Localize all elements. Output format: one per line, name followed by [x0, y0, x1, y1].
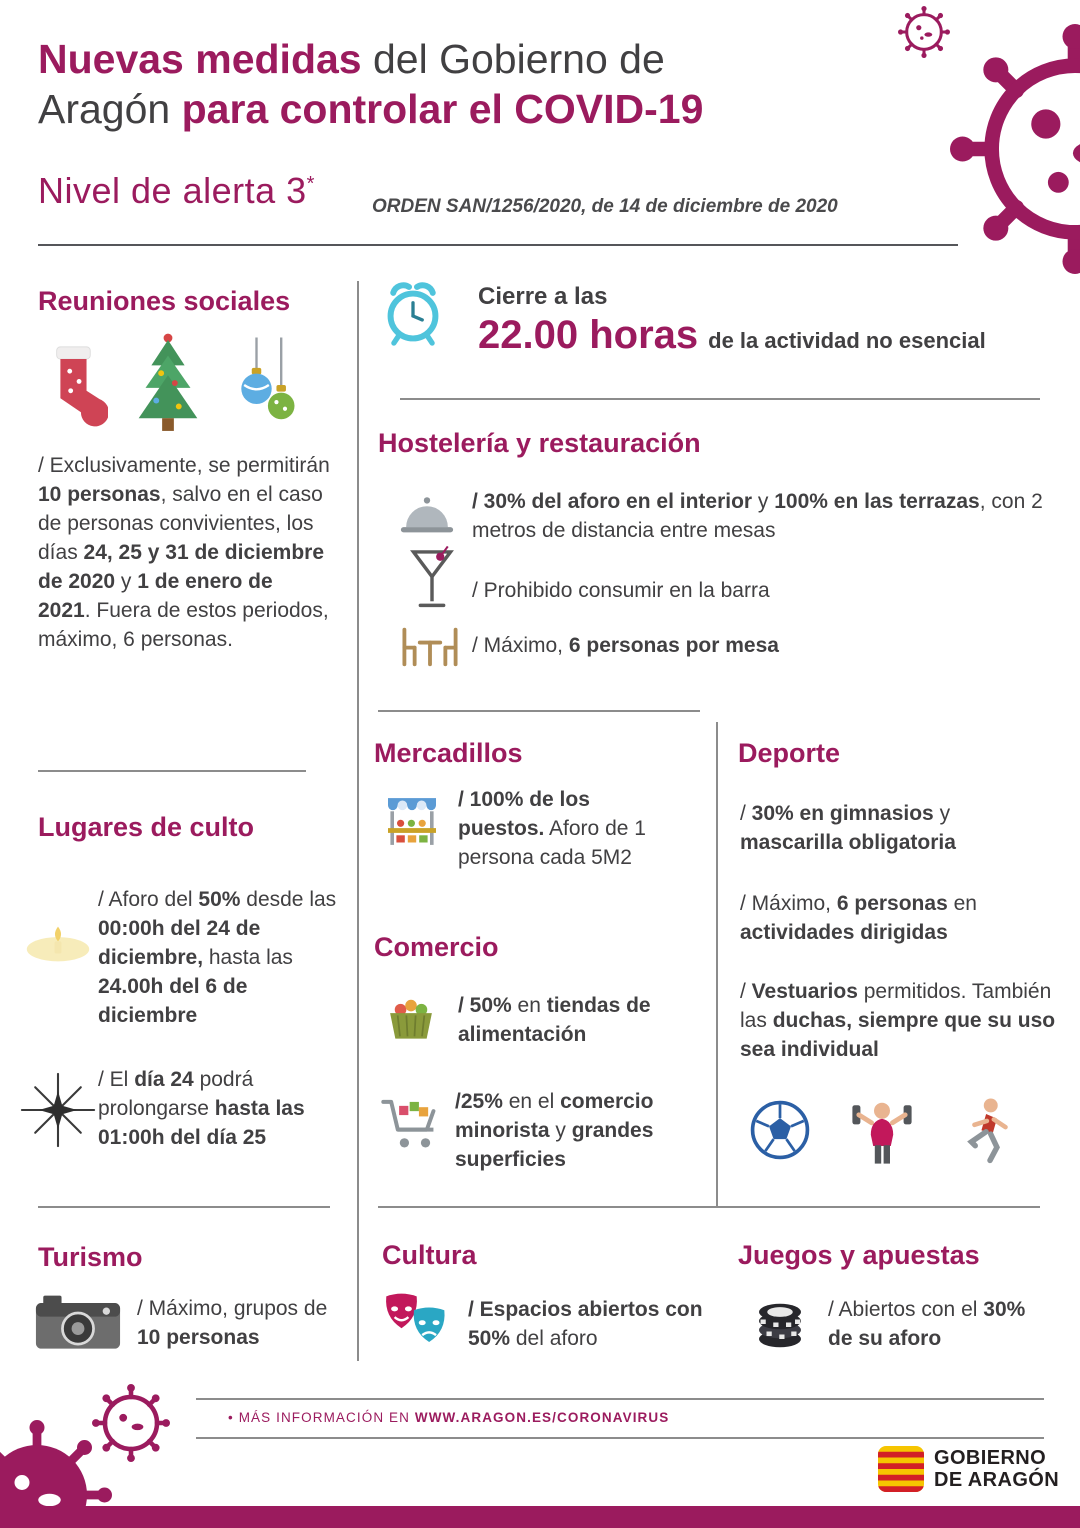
section-heading-hosteleria: Hostelería y restauración — [378, 428, 701, 458]
camera-icon — [32, 1292, 124, 1356]
text-segment: en — [511, 994, 547, 1017]
mercadillos-item-1 — [458, 786, 676, 873]
deporte-item-3 — [740, 978, 1056, 1065]
page-title-line-1 — [38, 34, 898, 84]
alarm-clock-icon — [380, 278, 446, 350]
text-segment: hasta las — [203, 945, 293, 969]
grocery-basket-icon — [382, 988, 440, 1044]
text-segment: / Exclusivamente, se permitirán — [38, 454, 330, 477]
bottom-accent-bar — [0, 1506, 1080, 1528]
turismo-item-1 — [137, 1295, 337, 1353]
logo-line-2: DE ARAGÓN — [934, 1469, 1060, 1491]
order-reference: ORDEN SAN/1256/2020, de 14 de diciembre de 2020 — [372, 196, 838, 217]
footer-info — [228, 1410, 669, 1425]
text-segment: 100% en las terrazas — [774, 490, 980, 513]
aragon-flag-icon — [878, 1446, 924, 1492]
culto-item-2 — [98, 1066, 338, 1153]
closing-time-block — [478, 283, 1053, 358]
text-segment: 6 personas por mesa — [568, 634, 779, 657]
text-segment: permitidos. También las — [740, 980, 1052, 1032]
coronavirus-icon — [950, 24, 1080, 274]
reuniones-divider — [38, 770, 306, 772]
text-segment: / El — [98, 1068, 135, 1091]
text-segment: Aragón — [38, 86, 182, 133]
header-rule — [38, 244, 958, 246]
text-segment: Nuevas medidas — [38, 36, 362, 82]
market-stall-icon — [382, 794, 442, 852]
bottom-row-divider — [378, 1206, 1040, 1208]
theater-masks-icon — [378, 1290, 454, 1354]
gobierno-aragon-logo — [878, 1446, 1059, 1492]
soccer-ball-icon — [748, 1098, 812, 1162]
text-segment: / Aforo del — [98, 888, 199, 911]
comercio-item-2 — [455, 1088, 703, 1175]
ornaments-icon — [228, 335, 304, 435]
text-segment: día 24 — [134, 1068, 194, 1091]
footer-rule-bottom — [196, 1437, 1044, 1439]
left-bottom-row-divider — [38, 1206, 330, 1208]
table-chairs-icon — [398, 624, 462, 670]
section-heading-reuniones: Reuniones sociales — [38, 286, 291, 316]
footer-info-prefix: MÁS INFORMACIÓN EN — [238, 1410, 415, 1425]
section-heading-culto: Lugares de culto — [38, 812, 255, 842]
text-segment: en — [947, 892, 977, 915]
hosteleria-item-2 — [472, 577, 892, 606]
text-segment: 6 personas — [836, 892, 948, 915]
hosteleria-bottom-divider — [378, 710, 700, 712]
text-segment: / — [740, 980, 752, 1003]
footer-info-url: WWW.ARAGON.ES/CORONAVIRUS — [414, 1410, 670, 1425]
closing-scope: de la actividad no esencial — [708, 328, 986, 353]
text-segment: del aforo — [510, 1326, 598, 1350]
text-segment: 10 personas — [137, 1325, 260, 1349]
christmas-stocking-icon — [38, 340, 108, 435]
text-segment: Vestuarios — [751, 980, 858, 1003]
text-segment: / Máximo, grupos de — [137, 1297, 328, 1320]
deporte-item-2 — [740, 890, 1036, 948]
page-title-line-2 — [38, 84, 898, 134]
text-segment: actividades dirigidas — [740, 920, 948, 944]
cocktail-icon — [408, 545, 456, 613]
main-vertical-divider — [357, 281, 359, 1361]
text-segment: 00:00h del 24 de diciembre, — [98, 916, 261, 969]
text-segment: / Máximo, — [472, 634, 569, 657]
text-segment: podrá prolongarse — [98, 1068, 254, 1120]
text-segment: en el — [502, 1090, 561, 1113]
closing-lead: Cierre a las — [478, 283, 608, 310]
text-segment: Aforo de 1 persona cada 5M2 — [458, 816, 646, 869]
text-segment: del Gobierno de — [361, 36, 665, 82]
text-segment: / Espacios abiertos con 50% — [468, 1298, 703, 1350]
text-segment: / 50% — [458, 994, 512, 1017]
alert-level — [38, 170, 315, 212]
christmas-tree-icon — [124, 332, 212, 435]
text-segment: hasta las 01:00h del día 25 — [98, 1096, 305, 1149]
footer-rule-top — [196, 1398, 1044, 1400]
text-segment: tiendas de alimentación — [458, 994, 651, 1046]
closing-time-row — [478, 313, 1053, 358]
logo-text — [934, 1447, 1059, 1491]
page-title — [38, 34, 898, 134]
hosteleria-item-1 — [472, 488, 1047, 546]
text-segment: /25% — [455, 1090, 503, 1113]
text-segment: comercio minorista — [455, 1090, 654, 1142]
cultura-item-1 — [468, 1296, 703, 1354]
section-heading-deporte: Deporte — [738, 738, 841, 768]
text-segment: grandes superficies — [455, 1118, 654, 1171]
text-segment: desde las — [240, 888, 337, 911]
section-heading-turismo: Turismo — [38, 1242, 143, 1272]
text-segment: / Máximo, — [740, 892, 837, 915]
coronavirus-icon — [898, 6, 950, 58]
text-segment: 30% en gimnasios — [751, 802, 934, 825]
hosteleria-item-3 — [472, 632, 892, 661]
star-sparkle-icon — [20, 1072, 96, 1148]
text-segment: / 100% de los puestos. — [458, 788, 590, 840]
poker-chips-icon — [750, 1292, 810, 1350]
text-segment: / — [740, 802, 752, 825]
section-heading-cultura: Cultura — [382, 1240, 477, 1270]
alert-level-text: Nivel de alerta 3 — [38, 170, 307, 211]
reuniones-text — [38, 452, 330, 655]
runner-icon — [952, 1094, 1014, 1168]
text-segment: 50% — [198, 888, 241, 911]
text-segment: / Prohibido consumir en la barra — [472, 579, 770, 602]
alert-asterisk: * — [306, 173, 315, 195]
text-segment: / 30% del aforo en el interior — [472, 490, 753, 513]
center-right-vertical-divider — [716, 722, 718, 1206]
text-segment: y — [752, 490, 775, 513]
text-segment: 24.00h del 6 de diciembre — [98, 974, 248, 1027]
text-segment: duchas, siempre que su uso sea individual — [740, 1008, 1056, 1061]
serving-cloche-icon — [398, 492, 456, 539]
text-segment: y — [115, 569, 138, 593]
comercio-item-1 — [458, 992, 698, 1050]
logo-line-1: GOBIERNO — [934, 1447, 1047, 1469]
text-segment: . Fuera de estos periodos, máximo, 6 personas. — [38, 598, 329, 651]
text-segment: , con 2 metros de distancia entre mesas — [472, 490, 1043, 542]
text-segment: 24, 25 y 31 de diciembre de 2020 — [38, 540, 325, 593]
footer-bullet: • — [228, 1410, 234, 1425]
closing-time: 22.00 horas — [478, 313, 699, 357]
text-segment: / Abiertos con el — [828, 1298, 984, 1321]
section-heading-mercadillos: Mercadillos — [374, 738, 523, 768]
text-segment: 30% de su aforo — [828, 1298, 1026, 1350]
text-segment: mascarilla obligatoria — [740, 830, 956, 854]
text-segment: para controlar el COVID-19 — [181, 86, 704, 133]
christmas-icons-row — [38, 330, 304, 435]
weightlifter-icon — [846, 1094, 918, 1166]
text-segment: y — [549, 1118, 572, 1142]
section-heading-comercio: Comercio — [374, 932, 499, 962]
text-segment: , salvo en el caso de personas convivientes, los días — [38, 482, 323, 564]
culto-item-1 — [98, 886, 344, 1031]
text-segment: y — [933, 802, 951, 825]
section-heading-juegos: Juegos y apuestas — [738, 1240, 980, 1270]
juegos-item-1 — [828, 1296, 1046, 1354]
deporte-item-1 — [740, 800, 1036, 858]
text-segment: 1 de enero de 2021 — [38, 569, 273, 622]
candle-glow-icon — [22, 918, 94, 970]
text-segment: 10 personas — [38, 482, 161, 506]
closing-divider — [400, 398, 1040, 400]
shopping-cart-icon — [378, 1090, 444, 1160]
